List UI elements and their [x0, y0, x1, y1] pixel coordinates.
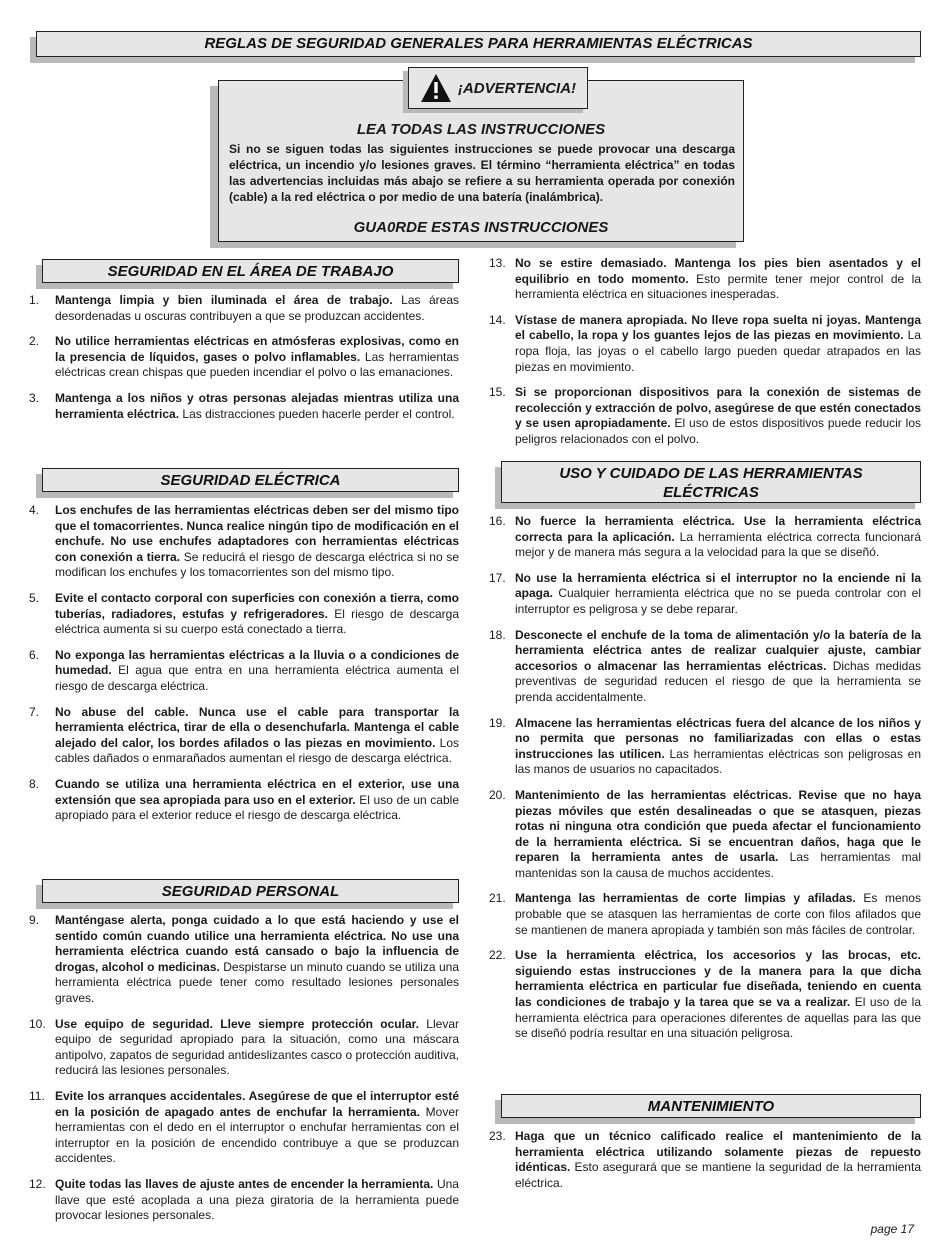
- item-text: Esto asegurará que se mantiene la seguridad de la herramienta eléctrica.: [515, 1160, 921, 1190]
- item-number: 19.: [489, 715, 506, 730]
- item-text: El uso de la herramienta eléctrica para operaciones diferentes de aquellas para las que se diseñó podría resultar en una situación peligrosa.: [515, 995, 922, 1041]
- list-item: [29, 913, 459, 1007]
- item-number: 7.: [29, 704, 40, 719]
- item-number: 8.: [29, 776, 40, 791]
- list-item: [489, 716, 921, 778]
- item-number: 14.: [489, 312, 506, 327]
- list-personal-cont: [489, 256, 921, 458]
- list-item: [29, 391, 459, 422]
- item-text: Las herramientas eléctricas crean chispas que pueden incendiar el polvo o las emanaciones.: [55, 349, 459, 380]
- item-number: 12.: [29, 1176, 46, 1191]
- item-bold: Mantenimiento de las herramientas eléctricas. Revise que no haya piezas móviles que estén desalineadas o que se atasquen, piezas rotas ni ninguna otra condición que pueda afectar el funcionamiento de la herramienta eléctrica. Si se encuentran daños, haga que le reparen la herramienta antes de usarla.: [515, 787, 921, 865]
- item-text: Llevar equipo de seguridad apropiado para la situación, como una máscara antipolvo, zapatos de seguridad antideslizantes casco o protección auditiva, reducirá las lesiones personales.: [55, 1016, 459, 1078]
- warning-triangle-icon: [420, 73, 452, 103]
- item-number: 23.: [489, 1129, 506, 1143]
- item-number: 3.: [29, 390, 40, 405]
- list-item: [489, 385, 921, 447]
- item-text: Las herramientas eléctricas son peligrosas en las manos de usuarios no capacitados.: [515, 746, 921, 777]
- page-number: page 17: [870, 1222, 914, 1236]
- item-bold: Si se proporcionan dispositivos para la conexión de sistemas de recolección y extracción de polvo, asegúrese de que estén conectados y se usen apropiadamente.: [515, 385, 921, 431]
- list-item: [489, 571, 921, 618]
- item-bold: Mantenga las herramientas de corte limpias y afiladas.: [515, 891, 856, 906]
- warning-tab: [408, 67, 588, 109]
- item-text: Las herramientas mal mantenidas son la causa de muchos accidentes.: [515, 850, 922, 880]
- section-electrical: [42, 468, 459, 492]
- warning-footer: GUA0RDE ESTAS INSTRUCCIONES: [353, 219, 609, 236]
- item-number: 9.: [29, 913, 40, 927]
- item-number: 11.: [29, 1088, 45, 1103]
- item-text: Se reducirá el riesgo de descarga eléctrica si no se modifican los enchufes y los tomacorrientes son del mismo tipo.: [55, 549, 459, 580]
- section-work-area: [42, 259, 459, 283]
- item-bold: Evite los arranques accidentales. Asegúrese de que el interruptor esté en la posición de apagado antes de enchufar la herramienta.: [55, 1088, 459, 1119]
- list-electrical: [29, 503, 459, 834]
- item-bold: No use la herramienta eléctrica si el interruptor no la enciende ni la apaga.: [515, 570, 921, 601]
- item-number: 15.: [489, 385, 506, 400]
- item-bold: No exponga las herramientas eléctricas a la lluvia o a condiciones de humedad.: [55, 647, 459, 678]
- item-number: 4.: [29, 503, 40, 517]
- item-bold: Almacene las herramientas eléctricas fuera del alcance de los niños y no permita que personas no familiarizadas con ellas o estas instrucciones las utilicen.: [515, 715, 921, 761]
- section-title-line1: USO Y CUIDADO DE LAS HERRAMIENTAS: [559, 465, 863, 482]
- item-bold: Mantenga limpia y bien iluminada el área de trabajo.: [55, 293, 393, 307]
- item-text: Mover herramientas con el dedo en el interruptor o enchufar herramientas con el interruptor en la posición de encendido contribuye a que se produzcan accidentes.: [55, 1104, 459, 1166]
- list-maintenance: [489, 1129, 921, 1201]
- section-maintenance: [501, 1094, 921, 1118]
- section-title: SEGURIDAD EN EL ÁREA DE TRABAJO: [107, 263, 394, 280]
- section-tool-use: [501, 461, 921, 503]
- item-bold: Mantenga a los niños y otras personas alejadas mientras utiliza una herramienta eléctrica.: [55, 390, 459, 421]
- list-item: [489, 891, 921, 938]
- list-work-area: [29, 293, 459, 432]
- item-text: El riesgo de descarga eléctrica aumenta si su cuerpo está conectado a tierra.: [55, 606, 459, 637]
- item-bold: Vístase de manera apropiada. No lleve ropa suelta ni joyas. Mantenga el cabello, la ropa y los guantes lejos de las piezas en movimiento.: [515, 312, 921, 343]
- section-title: SEGURIDAD ELÉCTRICA: [160, 472, 341, 489]
- list-item: [29, 503, 459, 581]
- list-tool-use: [489, 514, 921, 1052]
- list-item: [29, 1089, 459, 1167]
- item-text: El uso de estos dispositivos puede reducir los peligros relacionados con el polvo.: [515, 416, 921, 446]
- list-item: [29, 705, 459, 767]
- list-item: [29, 293, 459, 324]
- item-text: Cualquier herramienta eléctrica que no se pueda controlar con el interruptor es peligrosa y se debe reparar.: [515, 586, 921, 616]
- list-item: [489, 628, 921, 706]
- item-number: 10.: [29, 1016, 46, 1031]
- warning-label: ¡ADVERTENCIA!: [457, 79, 577, 97]
- item-text: El agua que entra en una herramienta eléctrica aumenta el riesgo de descarga eléctrica.: [55, 663, 459, 693]
- list-item: [489, 788, 921, 882]
- list-item: [29, 648, 459, 695]
- item-bold: No fuerce la herramienta eléctrica. Use la herramienta eléctrica correcta para la aplicación.: [515, 514, 921, 544]
- item-text: Despistarse un minuto cuando se utiliza una herramienta eléctrica puede tener como resultado lesiones personales graves.: [55, 959, 459, 1005]
- main-title-text: REGLAS DE SEGURIDAD GENERALES PARA HERRAMIENTAS ELÉCTRICAS: [204, 35, 753, 52]
- item-text: La herramienta eléctrica correcta funcionará mejor y de manera más segura a la velocidad para la que se diseñó.: [515, 529, 921, 560]
- item-bold: Use la herramienta eléctrica, los accesorios y las brocas, etc. siguiendo estas instrucciones y de la manera para la que dicha herramienta eléctrica en particular fue diseñada, teniendo en cuenta las condiciones de trabajo y la tarea que se va a realizar.: [515, 948, 921, 1010]
- item-number: 17.: [489, 570, 506, 585]
- list-item: [489, 1129, 921, 1191]
- item-bold: Cuando se utiliza una herramienta eléctrica en el exterior, use una extensión que sea apropiada para uso en el exterior.: [55, 776, 459, 807]
- item-text: Una llave que esté acoplada a una pieza giratoria de la herramienta puede provocar lesiones personales.: [55, 1176, 459, 1223]
- section-title: MANTENIMIENTO: [647, 1098, 775, 1115]
- item-bold: Desconecte el enchufe de la toma de alimentación y/o la batería de la herramienta eléctrica antes de realizar cualquier ajuste, cambiar accesorios o almacenar las herramientas eléctricas.: [515, 627, 921, 673]
- item-bold: Manténgase alerta, ponga cuidado a lo que está haciendo y use el sentido común cuando utilice una herramienta eléctrica. No use una herramienta eléctrica cuando está cansado o bajo la influencia de drogas, alcohol o medicinas.: [55, 913, 459, 974]
- list-item: [489, 313, 921, 375]
- item-text: La ropa floja, las joyas o el cabello largo pueden quedar atrapados en las piezas en movimiento.: [515, 328, 921, 374]
- item-text: Dichas medidas preventivas de seguridad reducen el riesgo de que la herramienta se prenda accidentalmente.: [515, 658, 921, 704]
- section-title-line2: ELÉCTRICAS: [663, 484, 759, 501]
- list-item: [29, 777, 459, 824]
- item-text: El uso de un cable apropiado para el exterior reduce el riesgo de descarga eléctrica.: [55, 792, 459, 823]
- item-number: 18.: [489, 627, 506, 642]
- list-item: [29, 591, 459, 638]
- section-title: SEGURIDAD PERSONAL: [161, 883, 340, 900]
- item-text: Las distracciones pueden hacerle perder el control.: [179, 406, 455, 421]
- item-text: Es menos probable que se atasquen las herramientas de corte con filos afilados que se mantienen de manera apropiada y también son más fáciles de controlar.: [515, 891, 921, 937]
- item-number: 20.: [489, 787, 506, 802]
- item-bold: No se estire demasiado. Mantenga los pies bien asentados y el equilibrio en todo momento.: [515, 256, 921, 286]
- section-personal: [42, 879, 459, 903]
- item-number: 13.: [489, 256, 506, 270]
- item-bold: No utilice herramientas eléctricas en atmósferas explosivas, como en la presencia de líquidos, gases o polvo inflamables.: [55, 334, 459, 364]
- item-number: 2.: [29, 334, 40, 349]
- warning-text: Si no se siguen todas las siguientes instrucciones se puede provocar una descarga eléctrica, un incendio y/o lesiones graves. El término “herramienta eléctrica” en todas las advertencias incluidas más abajo se refiere a su herramienta operada por conexión (cable) a la red eléctrica o por medio de una batería (inalámbrica).: [229, 142, 735, 204]
- item-text: Los cables dañados o enmarañados aumentan el riesgo de descarga eléctrica.: [55, 735, 459, 766]
- list-item: [29, 1017, 459, 1079]
- main-title: [36, 31, 921, 57]
- item-number: 21.: [489, 891, 506, 906]
- item-number: 22.: [489, 948, 506, 963]
- item-bold: Use equipo de seguridad. Lleve siempre protección ocular.: [55, 1016, 419, 1031]
- item-bold: Los enchufes de las herramientas eléctricas deben ser del mismo tipo que el tomacorrientes. Nunca realice ningún tipo de modificación en el enchufe. No use enchufes adaptadores con herramientas eléctricas con conexión a tierra.: [55, 503, 459, 564]
- item-text: Esto permite tener mejor control de la herramienta eléctrica en situaciones inesperadas.: [515, 271, 921, 302]
- item-number: 5.: [29, 590, 40, 605]
- list-item: [29, 334, 459, 381]
- warning-heading: LEA TODAS LAS INSTRUCCIONES: [356, 121, 606, 138]
- list-item: [29, 1177, 459, 1224]
- item-text: Las áreas desordenadas u oscuras contribuyen a que se produzcan accidentes.: [55, 293, 459, 323]
- list-item: [489, 256, 921, 303]
- item-number: 16.: [489, 514, 506, 528]
- list-personal: [29, 913, 459, 1234]
- list-item: [489, 514, 921, 561]
- item-number: 1.: [29, 293, 40, 307]
- item-bold: No abuse del cable. Nunca use el cable para transportar la herramienta eléctrica, tirar de ella o desenchufarla. Mantenga el cable alejado del calor, los bordes afilados o las piezas en movimiento.: [55, 704, 459, 750]
- item-bold: Evite el contacto corporal con superficies con conexión a tierra, como tuberías, radiadores, estufas y refrigeradores.: [55, 590, 459, 621]
- item-bold: Haga que un técnico calificado realice el mantenimiento de la herramienta eléctrica utilizando solamente piezas de repuesto idénticas.: [515, 1129, 921, 1175]
- item-bold: Quite todas las llaves de ajuste antes de encender la herramienta.: [55, 1176, 434, 1191]
- item-number: 6.: [29, 647, 40, 662]
- list-item: [489, 948, 921, 1042]
